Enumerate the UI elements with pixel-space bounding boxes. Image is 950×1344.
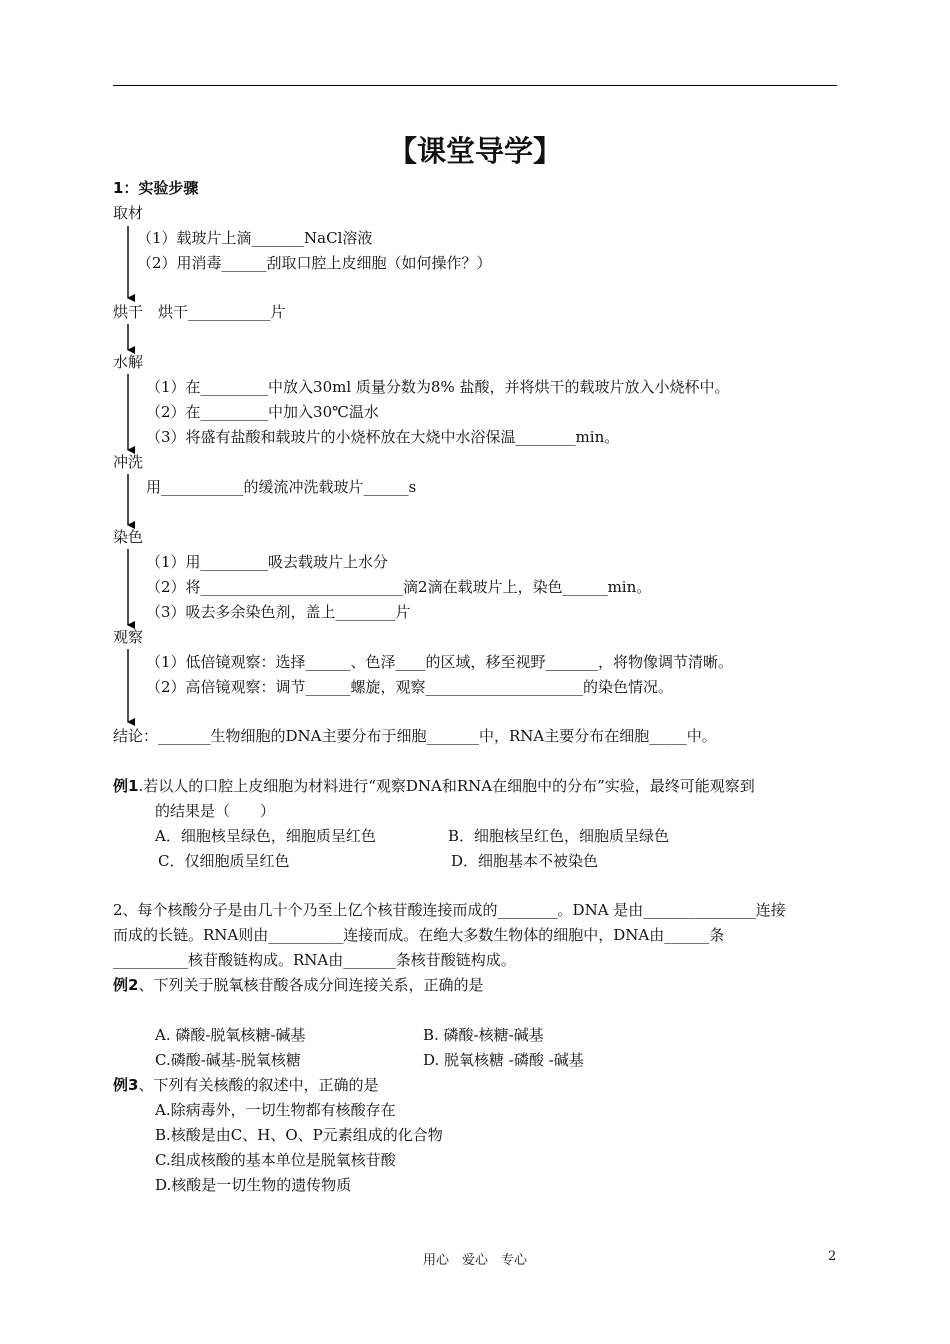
step1-line: （1）载玻片上滴_______NaCl溶液 (137, 229, 373, 247)
page-title: 【课堂导学】 (387, 134, 562, 168)
step6-line: （1）低倍镜观察：选择______、色泽____的区域，移至视野_______，将物像调节清晰。 (146, 653, 734, 671)
example3-question: 例3、下列有关核酸的叙述中，正确的是 (113, 1076, 379, 1094)
example2-option: D. 脱氧核糖 -磷酸 -碱基 (423, 1051, 584, 1069)
step5-line: （1）用_________吸去载玻片上水分 (146, 553, 389, 571)
example2-option: C.磷酸-碱基-脱氧核糖 (155, 1051, 301, 1069)
example3-option: C.组成核酸的基本单位是脱氧核苷酸 (155, 1151, 396, 1169)
page-number: 2 (828, 1249, 837, 1264)
step1-label: 取材 (113, 204, 144, 222)
example3-option: B.核酸是由C、H、O、P元素组成的化合物 (155, 1126, 443, 1144)
step5-line: （2）将___________________________滴2滴在载玻片上，染色______min。 (146, 578, 652, 596)
example1-option: A．细胞核呈绿色，细胞质呈红色 (155, 827, 376, 845)
step3-line: （1）在_________中放入30ml 质量分数为8% 盐酸，并将烘干的载玻片放入小烧杯中。 (146, 378, 730, 396)
section2-line: __________核苷酸链构成。RNA由_______条核苷酸链构成。 (113, 951, 516, 969)
section1-heading: 1：实验步骤 (113, 179, 199, 197)
example2-question: 例2、下列关于脱氧核苷酸各成分间连接关系，正确的是 (113, 976, 484, 994)
step5-label: 染色 (113, 528, 144, 546)
step2-line: 烘干 烘干___________片 (113, 303, 286, 321)
step3-label: 水解 (113, 353, 144, 371)
example3-option: A.除病毒外，一切生物都有核酸存在 (155, 1101, 396, 1119)
example3-label: 例3 (113, 1076, 139, 1094)
section2-line: 2、每个核酸分子是由几十个乃至上亿个核苷酸连接而成的________。DNA 是由_______________连接 (113, 901, 786, 919)
section2-line: 而成的长链。RNA则由__________连接而成。在绝大多数生物体的细胞中，DNA由______条 (113, 926, 725, 944)
step1-line: （2）用消毒______刮取口腔上皮细胞（如何操作？） (137, 254, 492, 272)
step6-label: 观察 (113, 628, 144, 646)
example2-option: A. 磷酸-脱氧核糖-碱基 (155, 1026, 306, 1044)
step3-line: （2）在_________中加入30℃温水 (146, 403, 379, 421)
example3-option: D.核酸是一切生物的遗传物质 (155, 1176, 352, 1194)
step3-line: （3）将盛有盐酸和载玻片的小烧杯放在大烧中水浴保温________min。 (146, 428, 620, 446)
step4-label: 冲洗 (113, 453, 144, 471)
example1-question: 例1.若以人的口腔上皮细胞为材料进行“观察DNA和RNA在细胞中的分布”实验，最终可能观察到 (113, 777, 755, 795)
step5-line: （3）吸去多余染色剂，盖上________片 (146, 603, 411, 621)
step4-line: 用___________的缓流冲洗载玻片______s (146, 478, 417, 496)
example1-question-cont: 的结果是（ ） (155, 802, 276, 820)
example1-option: D．细胞基本不被染色 (451, 852, 599, 870)
conclusion: 结论：_______生物细胞的DNA主要分布于细胞_______中，RNA主要分布在细胞_____中。 (113, 727, 717, 745)
example2-label: 例2 (113, 976, 139, 994)
footer-motto: 用心 爱心 专心 (422, 1253, 527, 1268)
example1-option: C．仅细胞质呈红色 (158, 852, 290, 870)
example1-label: 例1 (113, 777, 139, 795)
example1-option: B．细胞核呈红色，细胞质呈绿色 (448, 827, 670, 845)
step6-line: （2）高倍镜观察：调节______螺旋，观察_____________________的染色情况。 (146, 678, 674, 696)
example2-option: B. 磷酸-核糖-碱基 (423, 1026, 544, 1044)
